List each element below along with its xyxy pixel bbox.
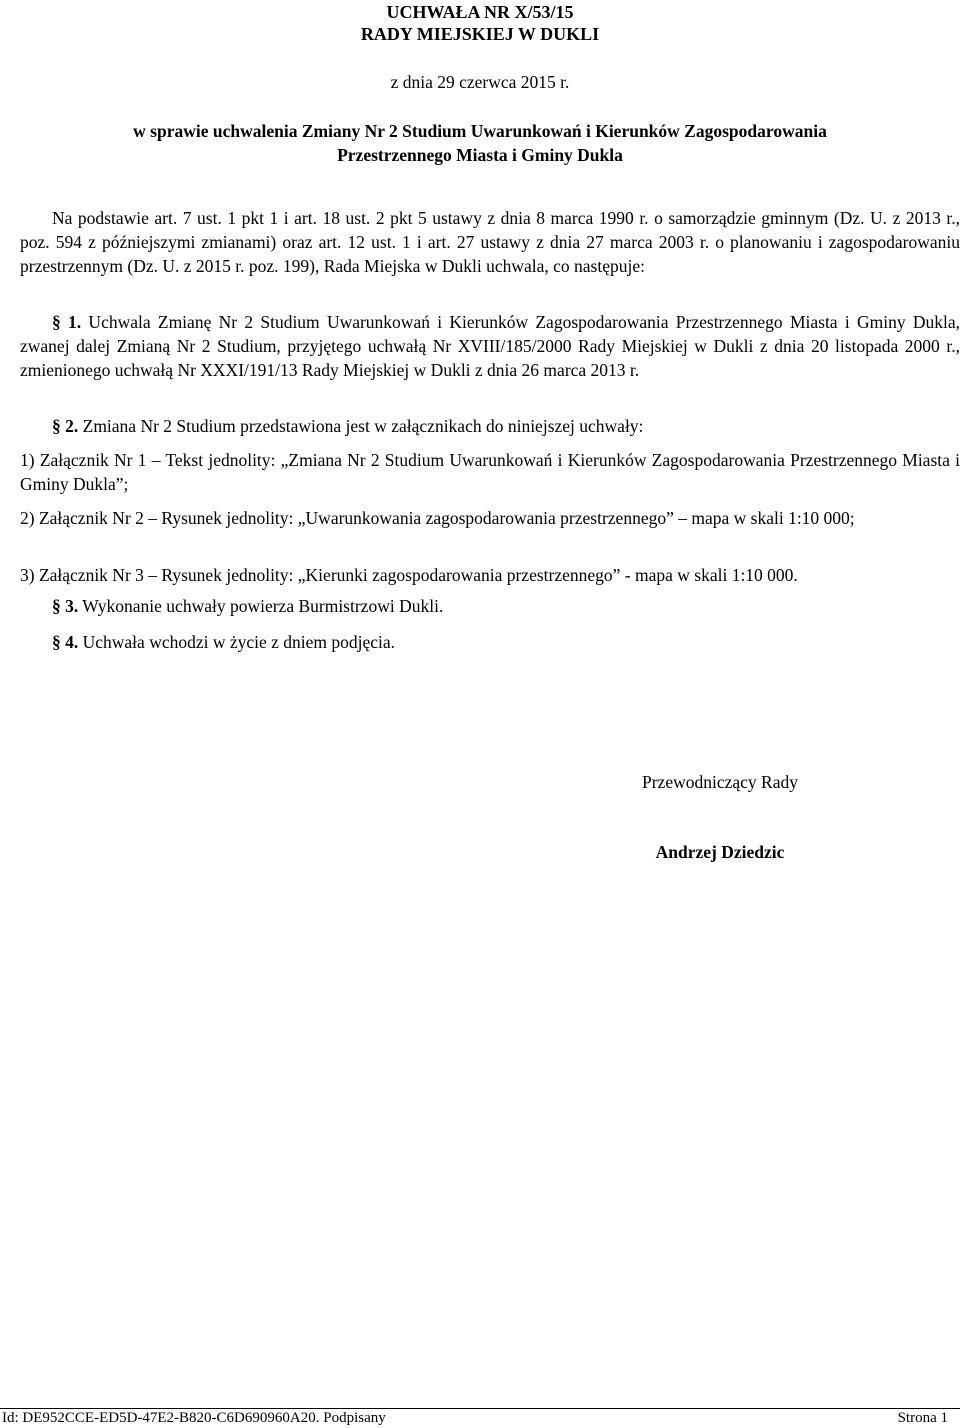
subject-line-2: Przestrzennego Miasta i Gminy Dukla <box>337 145 623 165</box>
section-2-number: § 2. <box>52 416 79 436</box>
section-4-text: Uchwała wchodzi w życie z dniem podjęcia. <box>78 632 396 652</box>
resolution-title: UCHWAŁA NR X/53/15 <box>386 2 574 22</box>
section-4 <box>20 630 960 654</box>
section-3-text: Wykonanie uchwały powierza Burmistrzowi Dukli. <box>78 596 444 616</box>
resolution-date: z dnia 29 czerwca 2015 r. <box>390 72 570 92</box>
signatory-name: Andrzej Dziedzic <box>655 842 785 862</box>
section-1 <box>20 310 960 382</box>
document-id: Id: DE952CCE-ED5D-47E2-B820-C6D690960A20. Podpisany <box>2 1410 386 1426</box>
attachment-3: 3) Załącznik Nr 3 – Rysunek jednolity: „Kierunki zagospodarowania przestrzennego” - mapa w skali 1:10 000. <box>20 565 798 585</box>
signatory-role: Przewodniczący Rady <box>642 772 798 792</box>
preamble: Na podstawie art. 7 ust. 1 pkt 1 i art. 18 ust. 2 pkt 5 ustawy z dnia 8 marca 1990 r. o samorządzie gminnym (Dz. U. z 2013 r., poz. 594 z późniejszymi zmianami) oraz art. 12 ust. 1 i art. 27 ustawy z dnia 27 marca 2003 r. o planowaniu i zagospodarowaniu przestrzennym (Dz. U. z 2015 r. poz. 199), Rada Miejska w Dukli uchwala, co następuje: <box>20 208 960 276</box>
section-4-number: § 4. <box>52 632 79 652</box>
subject-line-1: w sprawie uchwalenia Zmiany Nr 2 Studium Uwarunkowań i Kierunków Zagospodarowania <box>133 121 827 141</box>
section-2 <box>20 414 960 438</box>
attachment-2: 2) Załącznik Nr 2 – Rysunek jednolity: „Uwarunkowania zagospodarowania przestrzennego” – mapa w skali 1:10 000; <box>20 508 855 528</box>
section-3 <box>20 594 960 618</box>
section-2-text: Zmiana Nr 2 Studium przedstawiona jest w załącznikach do niniejszej uchwały: <box>78 416 644 436</box>
page-number: Strona 1 <box>897 1410 948 1426</box>
attachment-1: 1) Załącznik Nr 1 – Tekst jednolity: „Zmiana Nr 2 Studium Uwarunkowań i Kierunków Zagospodarowania Przestrzennego Miasta i Gminy Dukla”; <box>20 450 960 494</box>
council-name: RADY MIEJSKIEJ W DUKLI <box>360 24 600 44</box>
section-3-number: § 3. <box>52 596 79 616</box>
section-1-number: § 1. <box>52 312 82 332</box>
section-1-text: Uchwala Zmianę Nr 2 Studium Uwarunkowań i Kierunków Zagospodarowania Przestrzennego Miasta i Gminy Dukla, zwanej dalej Zmianą Nr 2 Studium, przyjętego uchwałą Nr XVIII/185/2000 Rady Miejskiej w Dukli z dnia 20 listopada 2000 r., zmienionego uchwałą Nr XXXI/191/13 Rady Miejskiej w Dukli z dnia 26 marca 2013 r. <box>20 312 960 380</box>
